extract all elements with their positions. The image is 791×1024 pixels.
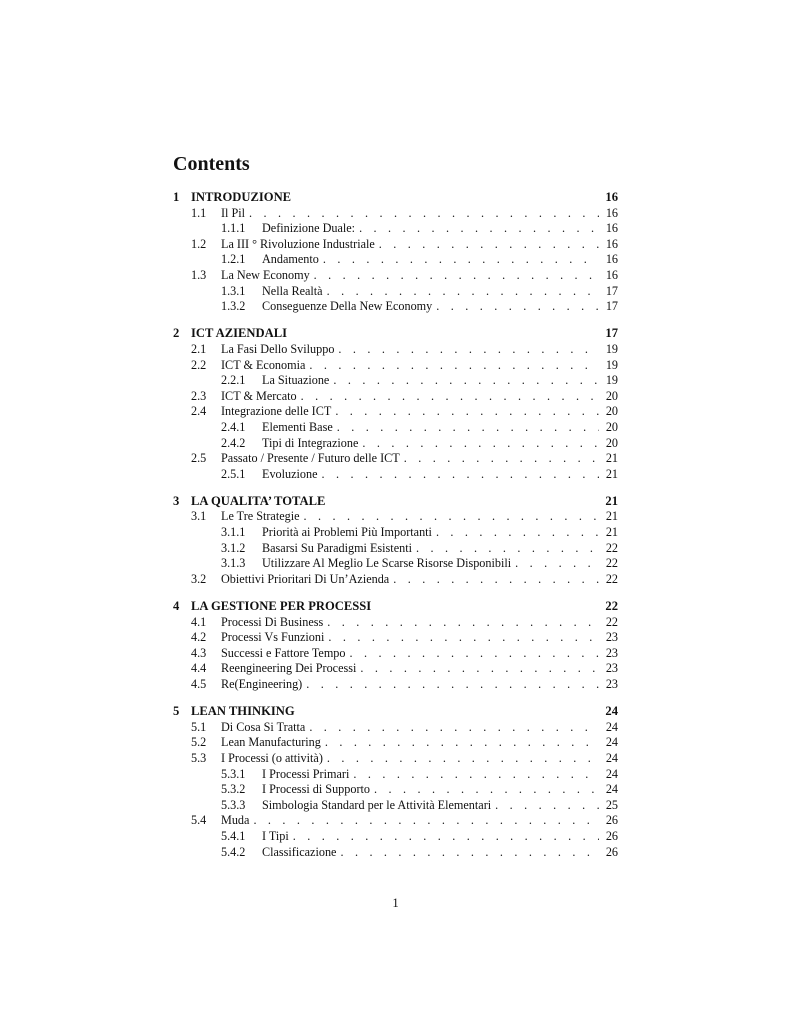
entry-number: 2.4.2 [221,435,246,450]
toc-subsection-entry[interactable] [173,556,618,572]
entry-number: 5.4.2 [221,844,246,859]
entry-title: Tipi di Integrazione [262,435,359,450]
entry-number: 3.1 [191,509,207,524]
entry-page-number: 24 [605,735,618,750]
dot-leader [325,735,599,751]
toc-subsection-entry[interactable] [173,525,618,541]
dot-leader [393,572,599,588]
entry-title: Priorità ai Problemi Più Importanti [262,525,432,540]
page-title: Contents [173,153,250,175]
entry-number: 4.5 [191,677,207,691]
dot-leader [436,525,599,541]
dot-leader [304,509,599,525]
entry-number: 1.3.2 [221,299,246,314]
entry-title: ICT & Mercato [221,388,297,403]
entry-title: LEAN THINKING [191,704,295,719]
toc-section-entry[interactable] [173,646,618,662]
entry-title: Il Pil [221,205,246,220]
toc-chapter-entry[interactable] [173,704,618,720]
entry-page-number: 19 [605,357,618,372]
entry-title: Integrazione delle ICT [221,404,332,419]
entry-number: 3.1.3 [221,556,246,571]
entry-page-number: 19 [605,341,618,356]
entry-page-number: 21 [605,466,618,481]
page-number: 1 [392,896,399,910]
toc-subsection-entry[interactable] [173,782,618,798]
entry-title: La Situazione [262,373,330,388]
dot-leader [379,237,599,253]
entry-number: 1.1 [191,205,207,220]
toc-section-entry[interactable] [173,677,618,693]
entry-title: I Processi di Supporto [262,782,370,797]
toc-chapter-entry[interactable] [173,326,618,342]
dot-leader [416,541,599,557]
dot-leader [350,646,600,662]
entry-page-number: 21 [605,525,618,540]
entry-title: Utilizzare Al Meglio Le Scarse Risorse Disponibili [262,556,512,571]
toc-section-entry[interactable] [173,661,618,677]
toc-section-entry[interactable] [173,342,618,358]
entry-page-number: 24 [605,766,618,781]
entry-page-number: 21 [605,451,618,466]
dot-leader [362,436,599,452]
toc-section-entry[interactable] [173,572,618,588]
entry-title: Re(Engineering) [221,677,303,691]
entry-page-number: 26 [605,828,618,843]
toc-subsection-entry[interactable] [173,467,618,483]
dot-leader [337,420,599,436]
toc-subsection-entry[interactable] [173,845,618,861]
entry-page-number: 22 [605,571,618,586]
entry-title: Simbologia Standard per le Attività Elementari [262,797,492,812]
entry-title: ICT & Economia [221,357,306,372]
entry-number: 1.3 [191,267,207,282]
toc-subsection-entry[interactable] [173,284,618,300]
entry-page-number: 16 [605,221,618,236]
toc-subsection-entry[interactable] [173,299,618,315]
entry-number: 5.1 [191,719,207,734]
entry-title: I Processi (o attività) [221,750,323,765]
entry-title: ICT AZIENDALI [191,326,288,341]
entry-number: 1.2.1 [221,252,246,267]
toc-subsection-entry[interactable] [173,767,618,783]
entry-title: I Processi Primari [262,766,350,781]
toc-section-entry[interactable] [173,389,618,405]
entry-page-number: 16 [605,267,618,282]
entry-page-number: 16 [605,190,618,204]
dot-leader [359,221,599,237]
toc-section-entry[interactable] [173,615,618,631]
entry-number: 2.3 [191,388,207,403]
dot-leader [374,782,599,798]
toc-chapter [173,599,618,693]
entry-title: Di Cosa Si Tratta [221,719,306,734]
dot-leader [327,615,599,631]
toc-section-entry[interactable] [173,451,618,467]
dot-leader [353,767,599,783]
entry-number: 2.2.1 [221,373,246,388]
entry-title: INTRODUZIONE [191,190,292,204]
entry-number: 3.2 [191,571,207,586]
entry-page-number: 25 [605,797,618,812]
entry-title: I Tipi [262,828,289,843]
entry-number: 3.1.2 [221,540,246,555]
entry-title: Lean Manufacturing [221,735,321,750]
toc-subsection-entry[interactable] [173,798,618,814]
entry-number: 2.5.1 [221,466,246,481]
entry-page-number: 16 [605,236,618,251]
toc-chapter-entry[interactable] [173,190,618,206]
entry-number: 4.4 [191,661,207,676]
toc-section-entry[interactable] [173,720,618,736]
entry-number: 5.3.3 [221,797,246,812]
entry-number: 3 [173,493,180,508]
entry-number: 2.5 [191,451,207,466]
entry-number: 5.3.2 [221,782,246,797]
toc-chapter [173,704,618,860]
entry-page-number: 23 [605,677,618,691]
toc-section-entry[interactable] [173,735,618,751]
entry-number: 5.2 [191,735,207,750]
dot-leader [314,268,599,284]
dot-leader [328,630,599,646]
toc-subsection-entry[interactable] [173,221,618,237]
entry-page-number: 21 [605,509,618,524]
entry-number: 5.3 [191,750,207,765]
entry-number: 4.3 [191,645,207,660]
entry-page-number: 22 [605,540,618,555]
entry-page-number: 17 [605,326,618,341]
toc-chapter [173,326,618,482]
dot-leader [301,389,599,405]
entry-page-number: 22 [605,614,618,629]
entry-number: 1.3.1 [221,283,246,298]
dot-leader [333,373,599,389]
entry-number: 2.1 [191,341,207,356]
dot-leader [515,556,599,572]
entry-page-number: 24 [605,782,618,797]
entry-title: Definizione Duale: [262,221,356,236]
entry-page-number: 22 [605,599,618,614]
entry-title: La Fasi Dello Sviluppo [221,341,335,356]
entry-title: Obiettivi Prioritari Di Un’Azienda [221,571,390,586]
entry-number: 4 [173,599,180,614]
entry-title: La III ° Rivoluzione Industriale [221,236,375,251]
entry-number: 5.3.1 [221,766,246,781]
dot-leader [404,451,599,467]
entry-number: 2.2 [191,357,207,372]
entry-page-number: 17 [605,283,618,298]
entry-page-number: 17 [605,299,618,314]
entry-page-number: 20 [605,404,618,419]
entry-title: Reengineering Dei Processi [221,661,357,676]
toc-chapter [173,494,618,588]
entry-page-number: 19 [605,373,618,388]
toc-section-entry[interactable] [173,404,618,420]
toc-section-entry[interactable] [173,630,618,646]
toc-subsection-entry[interactable] [173,373,618,389]
entry-page-number: 23 [605,661,618,676]
toc-section-entry[interactable] [173,206,618,222]
entry-page-number: 24 [605,719,618,734]
toc-subsection-entry[interactable] [173,436,618,452]
entry-number: 5.4 [191,813,207,828]
dot-leader [309,358,599,374]
toc-section-entry[interactable] [173,509,618,525]
entry-title: LA QUALITA’ TOTALE [191,493,326,508]
toc-section-entry[interactable] [173,237,618,253]
toc-chapter-entry[interactable] [173,599,618,615]
toc-section-entry[interactable] [173,268,618,284]
entry-number: 2 [173,326,180,341]
entry-title: Classificazione [262,844,337,859]
toc-section-entry[interactable] [173,358,618,374]
toc-subsection-entry[interactable] [173,420,618,436]
dot-leader [436,299,599,315]
entry-title: La New Economy [221,267,310,282]
entry-title: Passato / Presente / Futuro delle ICT [221,451,400,466]
toc-subsection-entry[interactable] [173,541,618,557]
entry-page-number: 24 [605,750,618,765]
dot-leader [323,252,599,268]
dot-leader [335,404,599,420]
entry-page-number: 16 [605,205,618,220]
dot-leader [495,798,599,814]
entry-title: Processi Di Business [221,614,324,629]
entry-number: 1.1.1 [221,221,246,236]
dot-leader [253,813,599,829]
entry-page-number: 24 [605,704,618,719]
entry-number: 5 [173,704,180,719]
entry-page-number: 21 [605,493,618,508]
entry-page-number: 20 [605,435,618,450]
toc-section-entry[interactable] [173,813,618,829]
entry-page-number: 23 [605,630,618,645]
toc-chapter-entry[interactable] [173,494,618,510]
dot-leader [360,661,599,677]
entry-title: Muda [221,813,250,828]
entry-title: Nella Realtà [262,283,323,298]
entry-title: Evoluzione [262,466,318,481]
entry-title: Basarsi Su Paradigmi Esistenti [262,540,412,555]
entry-number: 5.4.1 [221,828,246,843]
toc-subsection-entry[interactable] [173,829,618,845]
entry-title: Le Tre Strategie [221,509,300,524]
entry-page-number: 23 [605,645,618,660]
toc-subsection-entry[interactable] [173,252,618,268]
entry-page-number: 16 [605,252,618,267]
dot-leader [327,751,599,767]
dot-leader [322,467,599,483]
entry-number: 3.1.1 [221,525,246,540]
dot-leader [306,677,599,693]
entry-page-number: 22 [605,556,618,571]
entry-number: 4.2 [191,630,207,645]
toc-section-entry[interactable] [173,751,618,767]
table-of-contents [173,190,618,872]
dot-leader [327,284,599,300]
entry-page-number: 26 [605,844,618,859]
entry-title: Successi e Fattore Tempo [221,645,346,660]
entry-title: Conseguenze Della New Economy [262,299,433,314]
entry-title: Andamento [262,252,319,267]
dot-leader [249,206,599,222]
entry-number: 4.1 [191,614,207,629]
entry-title: Processi Vs Funzioni [221,630,325,645]
entry-number: 1.2 [191,236,207,251]
entry-page-number: 26 [605,813,618,828]
entry-title: LA GESTIONE PER PROCESSI [191,599,372,614]
entry-title: Elementi Base [262,419,333,434]
entry-number: 2.4.1 [221,419,246,434]
dot-leader [338,342,599,358]
dot-leader [309,720,599,736]
entry-page-number: 20 [605,419,618,434]
entry-number: 2.4 [191,404,207,419]
entry-number: 1 [173,190,180,204]
toc-chapter [173,190,618,315]
dot-leader [340,845,599,861]
dot-leader [293,829,599,845]
entry-page-number: 20 [605,388,618,403]
